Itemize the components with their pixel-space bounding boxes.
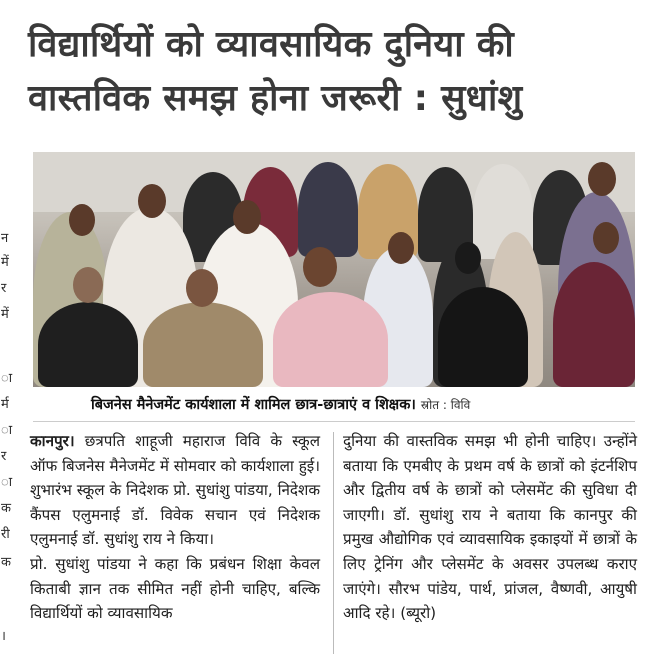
person-head xyxy=(138,184,166,218)
person-head xyxy=(588,162,616,196)
article-column-2 xyxy=(343,429,637,626)
headline-line-2: वास्तविक समझ होना जरूरी : सुधांशु xyxy=(28,78,523,119)
fragment: क xyxy=(1,501,11,516)
person-head xyxy=(186,269,218,307)
article-paragraph: प्रो. सुधांशु पांडया ने कहा कि प्रबंधन शिक्षा केवल किताबी ज्ञान तक सीमित नहीं होनी चाहिए, बल्कि विद्यार्थियों को व्यावसायिक xyxy=(30,554,320,623)
person-head xyxy=(593,222,619,254)
paragraph-text: छत्रपति शाहूजी महाराज विवि के स्कूल ऑफ बिजनेस मैनेजमेंट में सोमवार को कार्यशाला हुई। शुभारंभ स्कूल के निदेशक प्रो. सुधांशु पांडया, निदेशक कैंपस एलुमनाई डॉ. विवेक सचान एवं निदेशक एलुमनाई डॉ. सुधांशु राय ने किया। xyxy=(30,432,320,549)
person-figure xyxy=(143,302,263,387)
person-head xyxy=(388,232,414,264)
headline-line-1: विद्यार्थियों को व्यावसायिक दुनिया की xyxy=(28,24,515,65)
dateline: कानपुर। xyxy=(30,432,75,450)
person-figure xyxy=(438,287,528,387)
person-head xyxy=(303,247,337,287)
group-photo xyxy=(33,152,635,387)
adjacent-column-fragment xyxy=(0,0,14,663)
person-figure xyxy=(553,262,635,387)
fragment: ा xyxy=(1,423,13,438)
fragment: ा xyxy=(1,371,13,386)
person-head xyxy=(233,200,261,234)
article-paragraph: दुनिया की वास्तविक समझ भी होनी चाहिए। उन्होंने बताया कि एमबीए के प्रथम वर्ष के छात्रों को इंटर्नशिप और द्वितीय वर्ष के छात्रों को प्लेसमेंट की सुविधा दी जाएगी। डॉ. सुधांशु राय ने बताया कि कानपुर की प्रमुख औद्योगिक एवं व्यावसायिक इकाइयों में छात्रों के लिए ट्रेनिंग और प्लेसमेंट के अवसर उपलब्ध कराए जाएंगे। सौरभ पांडेय, पार्थ, प्रांजल, वैष्णवी, आयुषी आदि रहे। (ब्यूरो) xyxy=(343,432,637,623)
caption-text: बिजनेस मैनेजमेंट कार्यशाला में शामिल छात्र-छात्राएं व शिक्षक। xyxy=(91,397,416,413)
caption-source: स्रोत : विवि xyxy=(420,398,471,412)
fragment: ा xyxy=(1,475,13,490)
fragment: । xyxy=(1,629,6,644)
person-head xyxy=(73,267,103,303)
article-paragraph xyxy=(30,429,320,552)
article-column-1 xyxy=(30,429,320,626)
person-head xyxy=(455,242,481,274)
person-head xyxy=(69,204,95,236)
fragment: में xyxy=(1,307,9,322)
person-figure xyxy=(298,162,358,257)
fragment: री xyxy=(1,527,10,542)
fragment: र xyxy=(1,281,7,296)
fragment: न xyxy=(1,231,9,246)
fragment: क xyxy=(1,555,11,570)
caption-rule xyxy=(33,421,635,422)
person-figure xyxy=(273,292,388,387)
person-figure xyxy=(38,302,138,387)
fragment: र xyxy=(1,449,7,464)
photo-caption xyxy=(33,392,635,418)
column-divider xyxy=(333,432,334,654)
headline xyxy=(28,18,640,126)
fragment: में xyxy=(1,255,9,270)
fragment: र्म xyxy=(1,397,9,412)
